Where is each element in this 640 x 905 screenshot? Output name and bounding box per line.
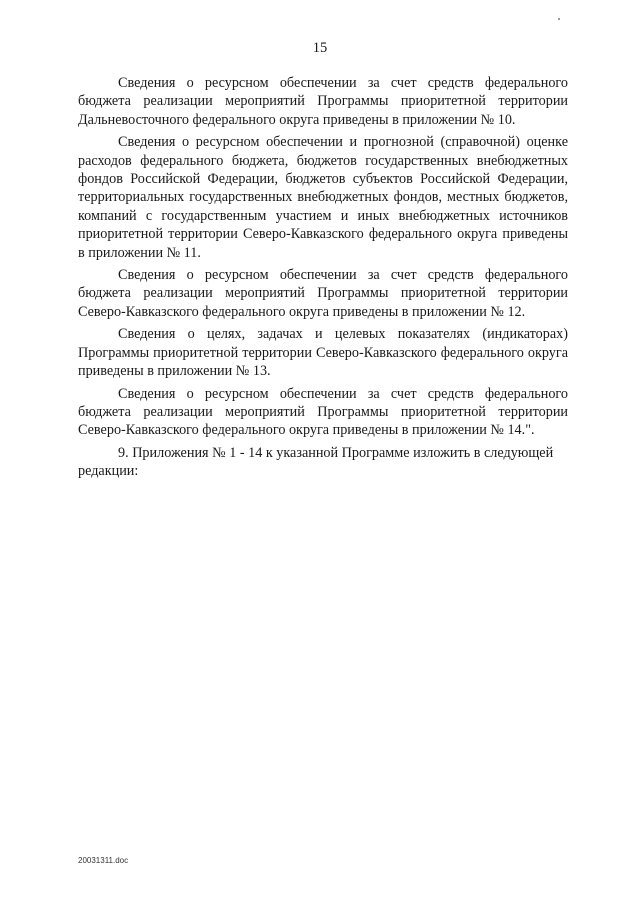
paragraph-appendix-12: Сведения о ресурсном обеспечении за счет средств федерального бюджета реализации мероприятий Программы приоритетной территории Северо-Кавказского федерального округа приведены в приложении № 12.	[78, 267, 568, 320]
paragraph-item-9: 9. Приложения № 1 - 14 к указанной Программе изложить в следующей редакции:	[78, 444, 554, 480]
document-body	[78, 74, 568, 485]
footer-file-code: 20031311.doc	[78, 856, 129, 865]
page-number: 15	[312, 40, 328, 56]
scan-speck	[558, 18, 560, 20]
paragraph-appendix-11: Сведения о ресурсном обеспечении и прогнозной (справочной) оценке расходов федерального бюджета, бюджетов государственных внебюджетных фондов Российской Федерации, бюджетов субъектов Российской Федерации, территориальных государственных внебюджетных фондов, местных бюджетов, компаний с государственным участием и иных внебюджетных источников приоритетной территории Северо-Кавказского федерального округа приведены в приложении № 11.	[78, 134, 568, 261]
paragraph-appendix-13: Сведения о целях, задачах и целевых показателях (индикаторах) Программы приоритетной территории Северо-Кавказского федерального округа приведены в приложении № 13.	[78, 326, 568, 380]
paragraph-appendix-14: Сведения о ресурсном обеспечении за счет средств федерального бюджета реализации мероприятий Программы приоритетной территории Северо-Кавказского федерального округа приведены в приложении № 14.".	[78, 385, 568, 439]
paragraph-appendix-10: Сведения о ресурсном обеспечении за счет средств федерального бюджета реализации мероприятий Программы приоритетной территории Дальневосточного федерального округа приведены в приложении № 10.	[78, 75, 568, 128]
